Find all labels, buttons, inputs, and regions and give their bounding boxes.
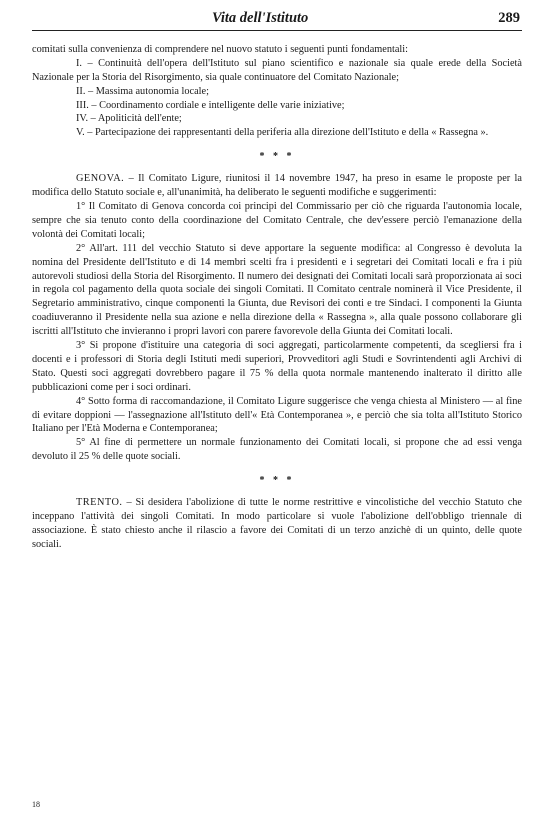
section-separator-2: * * * [259,475,295,487]
trento-city: TRENTO. [76,497,123,509]
page-number: 289 [498,10,520,26]
point-3: III. – Coordinamento cordiale e intelligente delle varie iniziative; [76,99,345,111]
point-5: V. – Partecipazione dei rappresentanti della periferia alla direzione dell'Istituto e della « Rassegna ». [76,127,489,139]
point-4: IV. – Apoliticità dell'ente; [76,113,182,125]
genova-lead-paragraph [32,172,522,200]
genova-point-5: 5° Al fine di permettere un normale funzionamento dei Comitati locali, si propone che ad essi venga devoluto il 25 % delle quote sociali. [32,437,522,463]
footer-mark: 18 [32,800,40,809]
genova-lead: – Il Comitato Ligure, riunitosi il 14 novembre 1947, ha preso in esame le proposte per la modifica dello Statuto sociale e, all'unanimità, ha deliberato le seguenti modifiche e suggerimenti: [32,173,522,199]
intro-paragraph: comitati sulla convenienza di comprendere nel nuovo statuto i seguenti punti fondamentali: [32,43,409,55]
header-title: Vita dell'Istituto [212,10,309,26]
genova-point-2: 2° All'art. 111 del vecchio Statuto si deve apportare la seguente modifica: al Congresso è devoluta la nomina del Presidente dell'Istituto e di 14 membri scelti fra i presidenti e i segretari dei Comitati locali e fra i più autorevoli studiosi della Storia del Risorgimento. Il numero dei designati dei Comitati locali sarà proporzionata ai soci in regola col pagamento della quota sociale dei singoli Comitati. Il Comitato centrale nominerà il Vice Presidente, il Segretario amministrativo, cinque componenti la Giunta, due Revisori dei conti e tre Sindaci. I componenti la Giunta coadiuveranno il Presidente nella sua azione e nella direzione della « Rassegna », alla quale possono collaborare gli iscritti all'Istituto che invieranno i propri lavori con parere favorevole della Giunta dei Comitati locali. [32,242,522,338]
genova-point-1: 1° Il Comitato di Genova concorda coi principi del Commissario per ciò che riguarda l'autonomia locale, sempre che sia tenuto conto della coordinazione del Comitato Centrale, che dev'essere perciò l'emanazione della volontà dei Comitati locali; [32,200,522,240]
genova-point-4: 4° Sotto forma di raccomandazione, il Comitato Ligure suggerisce che venga chiesta al Ministero — al fine di evitare doppioni — l'assegnazione all'Istituto dell'« Età Contemporanea », e perciò che sia tolta all'Istituto Storico Italiano per l'Età Moderna e Contemporanea; [32,395,522,435]
running-header [32,12,522,31]
genova-city: GENOVA. [76,173,125,185]
genova-point-3: 3° Si propone d'istituire una categoria di soci aggregati, particolarmente competenti, da scegliersi fra i docenti e i professori di Storia degli Istituti medi superiori, Provveditori agli Studi e Sovrintendenti agli Archivi di Stato. Questi soci aggregati dovrebbero pagare il 75 % della quota normale mantenendo inalterato il diritto alle pubblicazioni come per i soci ordinari. [32,340,522,393]
point-1: I. – Continuità dell'opera dell'Istituto sul piano scientifico e nazionale sia quale erede della Società Nazionale per la Storia del Risorgimento, sia quale continuatore del Comitato Nazionale; [32,57,522,83]
trento-paragraph [32,496,522,552]
section-separator: * * * [259,151,295,163]
point-2: II. – Massima autonomia locale; [76,85,209,97]
trento-text: – Si desidera l'abolizione di tutte le norme restrittive e vincolistiche del vecchio Statuto che inceppano l'attività dei singoli Comitati. In modo particolare si vuole l'abolizione dell'obbligo triennale di associazione. È stato chiesto anche il rilascio a favore dei Comitati di un terzo anzichè di un quinto, delle quote sociali. [32,497,522,550]
